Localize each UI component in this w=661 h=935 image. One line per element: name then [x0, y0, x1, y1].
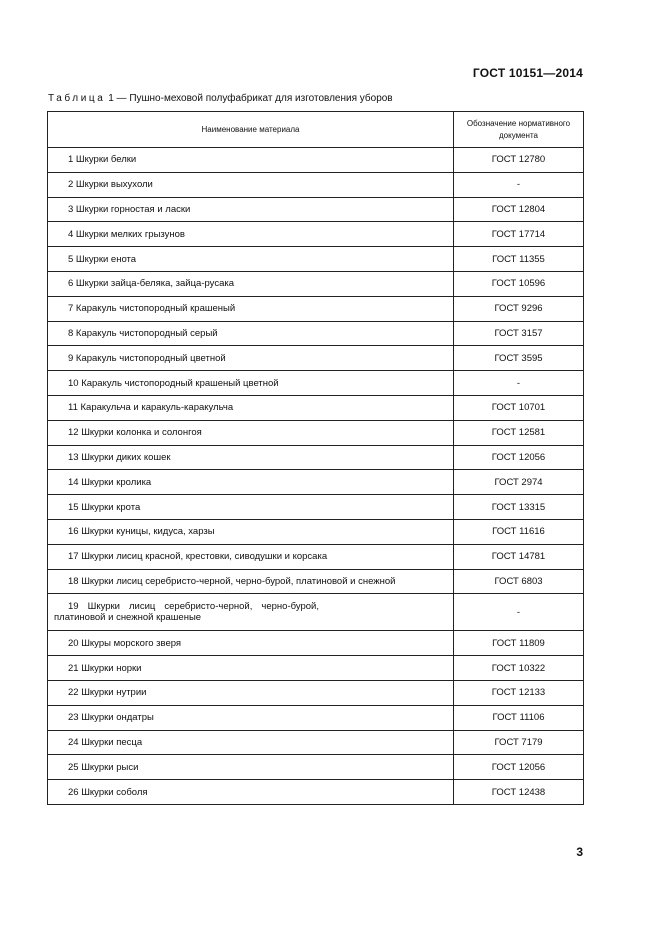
table-row [48, 271, 584, 296]
standard-cell: ГОСТ 11355 [454, 247, 584, 272]
material-name-cell: 21 Шкурки норки [48, 656, 454, 681]
standard-cell: ГОСТ 12133 [454, 680, 584, 705]
material-name-cell: 12 Шкурки колонка и солонгоя [48, 420, 454, 445]
material-name-cell: 6 Шкурки зайца-беляка, зайца-русака [48, 271, 454, 296]
table-caption-label: Таблица [48, 93, 106, 104]
material-name-cell: 26 Шкурки соболя [48, 780, 454, 805]
materials-table [47, 111, 584, 805]
material-name-cell: 9 Каракуль чистопородный цветной [48, 346, 454, 371]
table-row [48, 371, 584, 396]
table-row [48, 148, 584, 173]
standard-cell: ГОСТ 10701 [454, 395, 584, 420]
standard-cell: - [454, 594, 584, 631]
standard-cell: ГОСТ 12780 [454, 148, 584, 173]
standard-cell: ГОСТ 12804 [454, 197, 584, 222]
page-number: 3 [576, 845, 583, 859]
table-row [48, 569, 584, 594]
standard-cell: ГОСТ 6803 [454, 569, 584, 594]
standard-cell: ГОСТ 2974 [454, 470, 584, 495]
material-name-cell: 1 Шкурки белки [48, 148, 454, 173]
standard-cell: ГОСТ 17714 [454, 222, 584, 247]
standard-cell: ГОСТ 12581 [454, 420, 584, 445]
standard-cell: ГОСТ 7179 [454, 730, 584, 755]
material-name-cell: 4 Шкурки мелких грызунов [48, 222, 454, 247]
table-row [48, 247, 584, 272]
table-row [48, 321, 584, 346]
standard-cell: ГОСТ 10322 [454, 656, 584, 681]
material-name-cell: 23 Шкурки ондатры [48, 705, 454, 730]
standard-cell: ГОСТ 3157 [454, 321, 584, 346]
material-name-cell: 3 Шкурки горностая и ласки [48, 197, 454, 222]
material-name-cell: 2 Шкурки выхухоли [48, 172, 454, 197]
material-name-cell: 22 Шкурки нутрии [48, 680, 454, 705]
material-name-cell: 17 Шкурки лисиц красной, крестовки, сиводушки и корсака [48, 544, 454, 569]
material-name-cell: 8 Каракуль чистопородный серый [48, 321, 454, 346]
standard-cell: ГОСТ 10596 [454, 271, 584, 296]
table-row [48, 346, 584, 371]
table-row [48, 755, 584, 780]
table-row [48, 395, 584, 420]
material-name-cell: 19 Шкурки лисиц серебристо-черной, черно-бурой, платиновой и снежной крашеные [48, 594, 454, 631]
material-name-cell: 10 Каракуль чистопородный крашеный цветной [48, 371, 454, 396]
standard-cell: ГОСТ 11809 [454, 631, 584, 656]
standard-cell: ГОСТ 9296 [454, 296, 584, 321]
table-row [48, 594, 584, 631]
material-name-cell: 24 Шкурки песца [48, 730, 454, 755]
table-row [48, 470, 584, 495]
standard-cell: ГОСТ 14781 [454, 544, 584, 569]
standard-cell: ГОСТ 12056 [454, 445, 584, 470]
table-row [48, 420, 584, 445]
table-caption [48, 93, 393, 104]
table-header-row [48, 112, 584, 148]
standard-cell: ГОСТ 11106 [454, 705, 584, 730]
table-row [48, 730, 584, 755]
table-row [48, 519, 584, 544]
column-header-material: Наименование материала [48, 112, 454, 148]
material-name-cell: 11 Каракульча и каракуль-каракульча [48, 395, 454, 420]
material-name-cell: 13 Шкурки диких кошек [48, 445, 454, 470]
table-row [48, 656, 584, 681]
standard-cell: ГОСТ 12056 [454, 755, 584, 780]
table-row [48, 495, 584, 520]
table-row [48, 172, 584, 197]
table-row [48, 705, 584, 730]
material-name-cell: 20 Шкуры морского зверя [48, 631, 454, 656]
document-code: ГОСТ 10151—2014 [472, 66, 583, 80]
material-name-cell: 7 Каракуль чистопородный крашеный [48, 296, 454, 321]
standard-cell: ГОСТ 12438 [454, 780, 584, 805]
table-row [48, 197, 584, 222]
table-row [48, 680, 584, 705]
table-row [48, 780, 584, 805]
table-row [48, 544, 584, 569]
material-name-cell: 15 Шкурки крота [48, 495, 454, 520]
column-header-standard: Обозначение нормативного документа [454, 112, 584, 148]
standard-cell: - [454, 371, 584, 396]
table-caption-text: 1 — Пушно-меховой полуфабрикат для изготовления уборов [105, 93, 393, 104]
material-name-cell: 14 Шкурки кролика [48, 470, 454, 495]
standard-cell: - [454, 172, 584, 197]
standard-cell: ГОСТ 3595 [454, 346, 584, 371]
table-row [48, 296, 584, 321]
table-row [48, 222, 584, 247]
standard-cell: ГОСТ 11616 [454, 519, 584, 544]
material-name-cell: 16 Шкурки куницы, кидуса, харзы [48, 519, 454, 544]
table-row [48, 631, 584, 656]
material-name-cell: 5 Шкурки енота [48, 247, 454, 272]
material-name-cell: 18 Шкурки лисиц серебристо-черной, черно-бурой, платиновой и снежной [48, 569, 454, 594]
standard-cell: ГОСТ 13315 [454, 495, 584, 520]
material-name-cell: 25 Шкурки рыси [48, 755, 454, 780]
table-row [48, 445, 584, 470]
